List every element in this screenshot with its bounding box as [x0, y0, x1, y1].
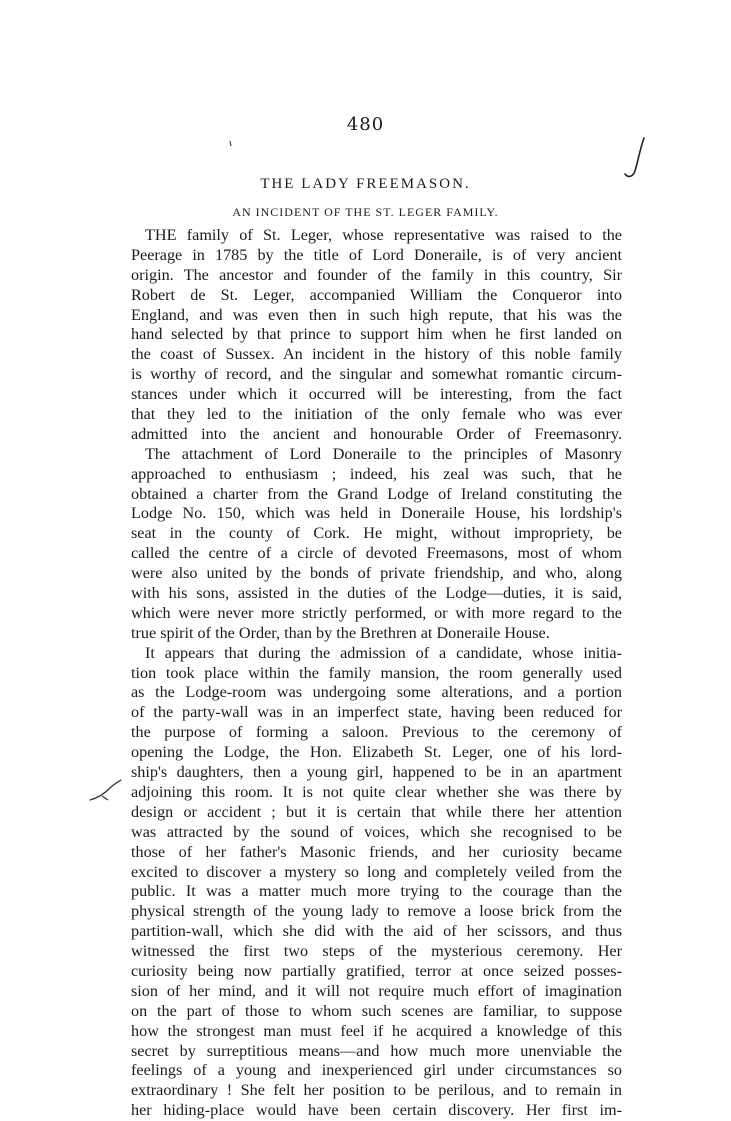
text-line: origin. The ancestor and founder of the family in this country, Sir: [131, 265, 622, 284]
text-line: England, and was even then in such high repute, that his was the: [131, 305, 622, 324]
text-line: is worthy of record, and the singular and somewhat romantic circum-: [131, 365, 622, 384]
text-line: THE family of St. Leger, whose representative was raised to the: [145, 226, 622, 244]
text-line: feelings of a young and inexperienced girl under circumstances so: [131, 1061, 622, 1080]
text-line: which were never more strictly performed, or with more regard to the: [131, 603, 622, 622]
paragraph-3: [131, 644, 622, 1121]
text-line: seat in the county of Cork. He might, without impropriety, be: [131, 524, 622, 543]
page-number: 480: [346, 114, 385, 135]
text-line: stances under which it occurred will be interesting, from the fact: [131, 385, 622, 404]
text-line: sion of her mind, and it will not require much effort of imagination: [131, 981, 622, 1000]
text-line: that they led to the initiation of the only female who was ever: [131, 405, 622, 424]
paragraph-2: [131, 445, 622, 644]
text-line: witnessed the first two steps of the mysterious ceremony. Her: [131, 942, 622, 961]
text-line: It appears that during the admission of a candidate, whose initia-: [145, 643, 622, 662]
pencil-tick-mark: [228, 140, 234, 148]
text-line: how the strongest man must feel if he acquired a knowledge of this: [131, 1021, 622, 1040]
text-line: public. It was a matter much more trying to the courage than the: [131, 882, 622, 901]
text-line: The attachment of Lord Doneraile to the principles of Masonry: [145, 444, 622, 463]
text-line: obtained a charter from the Grand Lodge of Ireland constituting the: [131, 484, 622, 503]
text-line: with his sons, assisted in the duties of the Lodge—duties, it is said,: [131, 584, 622, 603]
text-line: secret by surreptitious means—and how much more unenviable the: [131, 1041, 622, 1060]
text-line: Robert de St. Leger, accompanied William the Conqueror into: [131, 285, 622, 304]
text-line: true spirit of the Order, than by the Brethren at Doneraile House.: [131, 623, 550, 642]
text-line: called the centre of a circle of devoted Freemasons, most of whom: [131, 544, 622, 563]
text-line: excited to discover a mystery so long and completely veiled from the: [131, 862, 622, 881]
text-line: Lodge No. 150, which was held in Doneraile House, his lordship's: [131, 504, 622, 523]
text-line: were also united by the bonds of private friendship, and who, along: [131, 564, 622, 583]
text-line: hand selected by that prince to support him when he first landed on: [131, 325, 622, 344]
text-line: opening the Lodge, the Hon. Elizabeth St. Leger, one of his lord-: [131, 743, 622, 762]
text-line: partition-wall, which she did with the aid of her scissors, and thus: [131, 922, 622, 941]
article-title: THE LADY FREEMASON.: [260, 176, 471, 192]
text-line: design or accident ; but it is certain that while there her attention: [131, 802, 622, 821]
text-line: as the Lodge-room was undergoing some alterations, and a portion: [131, 683, 622, 702]
text-line: curiosity being now partially gratified, terror at once seized posses-: [131, 961, 622, 980]
handwritten-mark-icon: [622, 135, 652, 181]
text-line: admitted into the ancient and honourable Order of Freemasonry.: [131, 424, 622, 443]
text-line: was attracted by the sound of voices, which she recognised to be: [131, 822, 622, 841]
text-line: of the party-wall was in an imperfect state, having been reduced for: [131, 703, 622, 722]
text-line: adjoining this room. It is not quite clear whether she was there by: [131, 782, 622, 801]
paragraph-1: [131, 226, 622, 445]
text-line: approached to enthusiasm ; indeed, his zeal was such, that he: [131, 464, 622, 483]
text-line: Peerage in 1785 by the title of Lord Doneraile, is of very ancient: [131, 245, 622, 264]
text-line: the purpose of forming a saloon. Previous to the ceremony of: [131, 723, 622, 742]
text-line: those of her father's Masonic friends, and her curiosity became: [131, 842, 622, 861]
text-line: her hiding-place would have been certain discovery. Her first im-: [131, 1101, 622, 1120]
text-line: ship's daughters, then a young girl, happened to be in an apartment: [131, 763, 622, 782]
text-line: extraordinary ! She felt her position to be perilous, and to remain in: [131, 1081, 622, 1100]
article-body: [131, 226, 622, 1121]
text-line: physical strength of the young lady to remove a loose brick from the: [131, 902, 622, 921]
text-line: tion took place within the family mansion, the room generally used: [131, 663, 622, 682]
text-line: on the part of those to whom such scenes are familiar, to suppose: [131, 1001, 622, 1020]
text-line: the coast of Sussex. An incident in the history of this noble family: [131, 345, 622, 364]
article-subtitle: AN INCIDENT OF THE ST. LEGER FAMILY.: [232, 205, 499, 219]
margin-check-mark-icon: [88, 776, 124, 806]
